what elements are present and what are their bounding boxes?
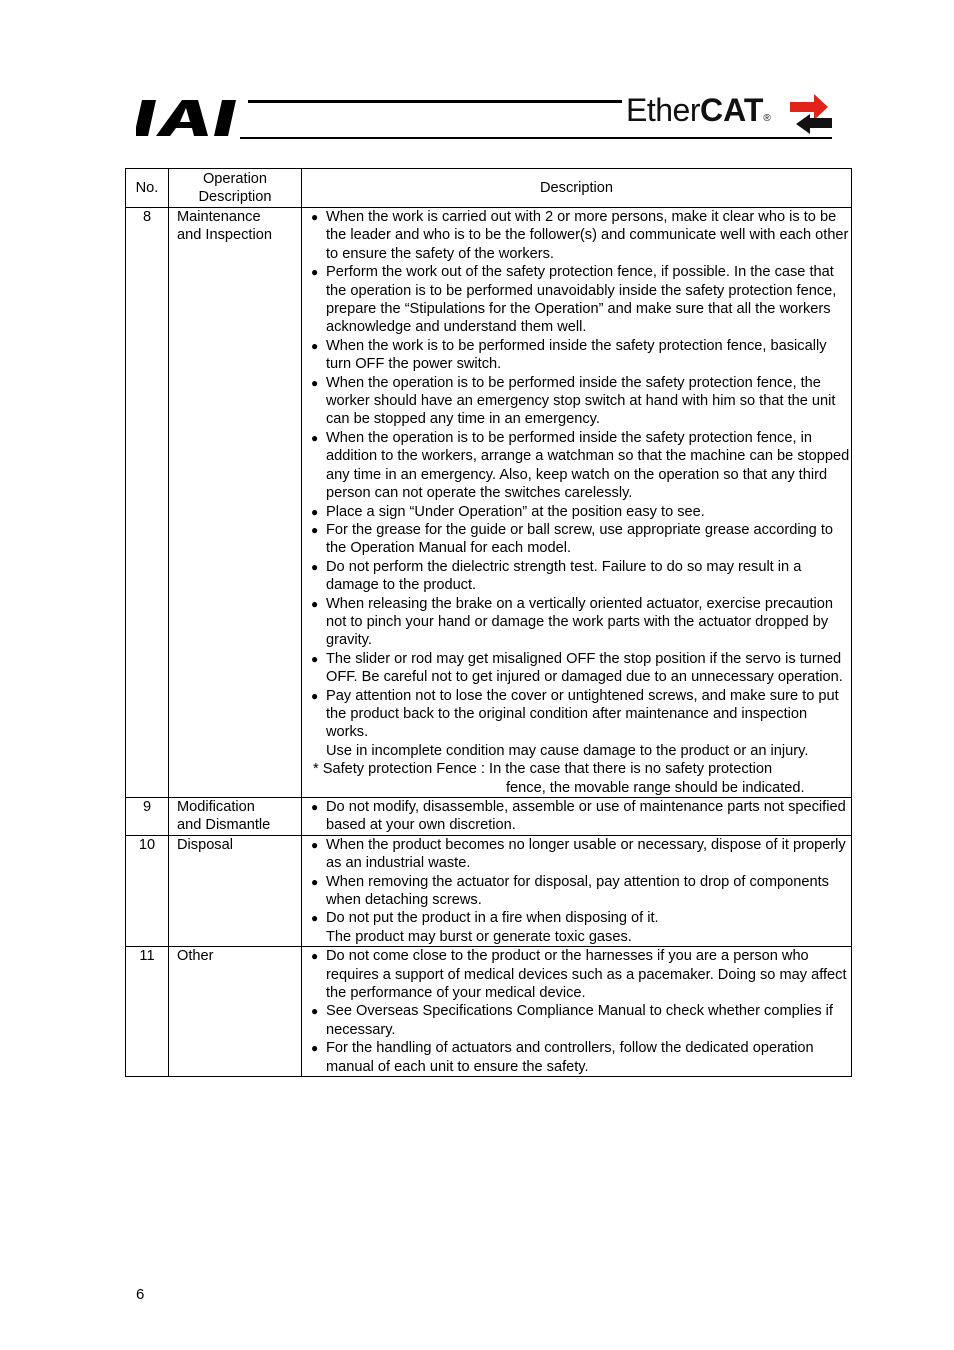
row-no: 9 <box>126 798 169 836</box>
list-item: ● When the work is to be performed inside the safety protection fence, basically turn OFF the power switch. <box>311 337 851 374</box>
table-row-8 <box>126 208 852 798</box>
table-row-9 <box>126 798 852 836</box>
list-item: ● When the product becomes no longer usable or necessary, dispose of it properly as an industrial waste. <box>311 836 851 873</box>
list-item-note: Use in incomplete condition may cause damage to the product or an injury. <box>326 742 809 759</box>
header-operation-description <box>169 169 302 208</box>
iai-logo-text <box>136 92 137 93</box>
list-item: ● Place a sign “Under Operation” at the position easy to see. <box>311 503 851 521</box>
row-no: 10 <box>126 835 169 946</box>
list-item: ● Do not come close to the product or the harnesses if you are a person who requires a support of medical devices such as a pacemaker. Doing so may affect the performance of your medical device. <box>311 947 851 1002</box>
iai-logo <box>136 98 246 138</box>
table-header-row <box>126 169 852 208</box>
page-number: 6 <box>136 1286 145 1303</box>
operation-line2: and Dismantle <box>177 817 271 834</box>
list-item-text: Pay attention not to lose the cover or untightened screws, and make sure to put the product back to the original condition after maintenance and inspection works. <box>326 687 839 741</box>
list-item: ● Do not modify, disassemble, assemble or use of maintenance parts not specified based at your own discretion. <box>311 798 851 835</box>
list-item: ● When releasing the brake on a vertically oriented actuator, exercise precaution not to pinch your hand or damage the work parts with the actuator dropped by gravity. <box>311 595 851 650</box>
operation-line1: Modification <box>177 799 255 815</box>
list-item: ● See Overseas Specifications Compliance Manual to check whether complies if necessary. <box>311 1002 851 1039</box>
description-list <box>311 836 851 946</box>
operation-safety-table <box>125 168 852 1077</box>
header-op-line1: Operation <box>202 170 268 187</box>
ethercat-ether: Ether <box>626 92 700 128</box>
table-row-11 <box>126 947 852 1077</box>
table-row-10 <box>126 835 852 946</box>
list-item-note: The product may burst or generate toxic gases. <box>326 928 632 945</box>
ethercat-wordmark <box>626 94 770 135</box>
row-operation <box>169 798 302 836</box>
header-no: No. <box>126 169 169 208</box>
ethercat-arrows-icon <box>790 92 832 136</box>
list-item: ● Perform the work out of the safety protection fence, if possible. In the case that the operation is to be performed unavoidably inside the safety protection fence, prepare the “Stipulations for the Operation” and make sure that all the workers acknowledge and understand them well. <box>311 263 851 337</box>
list-item: ● When the operation is to be performed inside the safety protection fence, in addition to the workers, arrange a watchman so that the machine can be stopped any time in an emergency. Also, keep watch on the operation so that any third person can not operate the switches carelessly. <box>311 429 851 503</box>
row-operation <box>169 947 302 1077</box>
description-list <box>311 798 851 835</box>
page-header <box>136 92 832 142</box>
header-op-line2: Description <box>198 189 272 205</box>
row-operation <box>169 835 302 946</box>
ethercat-logo <box>626 92 832 138</box>
row-operation <box>169 208 302 798</box>
fence-note-line1: * Safety protection Fence : In the case that there is no safety protection <box>313 761 773 778</box>
description-list <box>311 208 851 760</box>
list-item: ● For the handling of actuators and controllers, follow the dedicated operation manual of each unit to ensure the safety. <box>311 1039 851 1076</box>
row-description <box>302 208 852 798</box>
row-no: 8 <box>126 208 169 798</box>
list-item-text: Do not put the product in a fire when disposing of it. <box>326 910 659 927</box>
operation-line1: Other <box>177 948 214 965</box>
list-item: ● The slider or rod may get misaligned OFF the stop position if the servo is turned OFF. Be careful not to get injured or damaged due to an unnecessary operation. <box>311 650 851 687</box>
description-list <box>311 947 851 1076</box>
ethercat-registered: ® <box>763 113 771 124</box>
row-no: 11 <box>126 947 169 1077</box>
list-item: ● For the grease for the guide or ball screw, use appropriate grease according to the Operation Manual for each model. <box>311 521 851 558</box>
operation-line1: Disposal <box>177 836 233 853</box>
row-description <box>302 798 852 836</box>
ethercat-cat: CAT <box>699 92 764 128</box>
list-item: ● Do not perform the dielectric strength test. Failure to do so may result in a damage to the product. <box>311 558 851 595</box>
list-item: ● When the work is carried out with 2 or more persons, make it clear who is to be the leader and who is to be the follower(s) and communicate well with each other to ensure the safety of the workers. <box>311 208 851 263</box>
row-description <box>302 835 852 946</box>
header-description: Description <box>302 169 852 208</box>
operation-line1: Maintenance <box>177 209 261 225</box>
list-item: ● When removing the actuator for disposal, pay attention to drop of components when detaching screws. <box>311 873 851 910</box>
list-item: ● When the operation is to be performed inside the safety protection fence, the worker should have an emergency stop switch at hand with him so that the unit can be stopped any time in an emergency. <box>311 374 851 429</box>
list-item <box>311 687 851 761</box>
row-description <box>302 947 852 1077</box>
header-rule-top <box>248 100 622 103</box>
fence-note-line2: fence, the movable range should be indicated. <box>506 779 805 796</box>
list-item <box>311 909 851 946</box>
operation-line2: and Inspection <box>177 227 272 244</box>
